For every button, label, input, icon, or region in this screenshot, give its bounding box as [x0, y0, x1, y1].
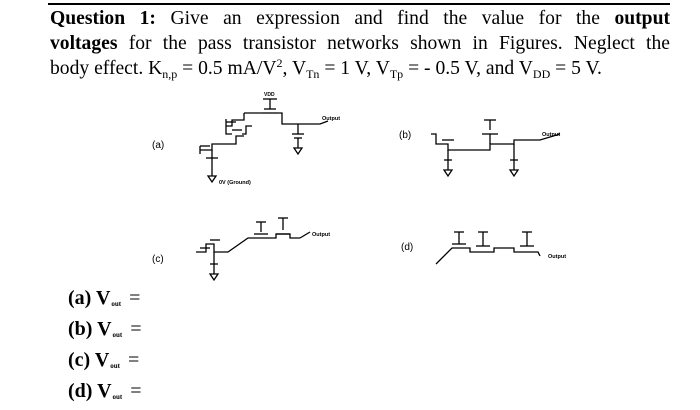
q3-ksub: n,p: [162, 67, 178, 81]
answer-list: [68, 286, 142, 410]
question-bold-voltages: voltages: [50, 33, 118, 54]
fig-b-label: (b): [399, 130, 412, 141]
fig-c-output-label: Output: [312, 232, 331, 238]
answer-c-sub: out: [110, 362, 121, 370]
wire-c1: [196, 238, 262, 252]
pd-b1-ground-icon: [444, 170, 452, 176]
q3-c: , V: [282, 58, 307, 79]
q3-b: = 0.5 mA/V: [177, 58, 277, 79]
question-bold-output: output: [614, 8, 670, 29]
answer-b-label: (b) V: [68, 318, 112, 340]
q3-ddsub: DD: [532, 67, 551, 81]
q3-e: = - 0.5 V, and V: [403, 58, 533, 79]
pd-a-ground-icon: [294, 148, 302, 154]
answer-b: [68, 317, 142, 348]
answer-d-label: (d) V: [68, 380, 112, 402]
fig-b-output-label: Output: [542, 132, 561, 138]
answer-c-label: (c) V: [68, 349, 110, 371]
q3-tnsub: Tn: [306, 67, 320, 81]
answer-a: [68, 286, 142, 317]
q3-sup: 2: [276, 56, 283, 70]
question-label: Question 1:: [50, 8, 156, 29]
answer-d-sub: out: [112, 393, 123, 401]
answer-a-eq: =: [129, 287, 141, 309]
answer-a-sub: out: [111, 300, 122, 308]
q3-tpsub: Tp: [389, 67, 404, 81]
wire-a5: [242, 126, 252, 134]
fig-d-label: (d): [401, 242, 414, 253]
wire-a4: [226, 126, 232, 134]
question-line2-text: for the pass transistor networks shown in Figures. Neglect the: [128, 33, 670, 54]
question-line1-text: Give an expression and find the value for the: [170, 8, 600, 29]
ground-a-icon: [208, 176, 216, 182]
ground-label: 0V (Ground): [219, 180, 251, 186]
fig-a-label: (a): [152, 140, 165, 151]
wire-d1: [436, 248, 540, 264]
figure-b: [399, 120, 560, 176]
answer-d-eq: =: [130, 380, 142, 402]
q3-f: = 5 V.: [550, 58, 602, 79]
vdd-label: VDD: [264, 92, 275, 98]
fig-d-output-label: Output: [548, 254, 567, 260]
q3-d: = 1 V, V: [319, 58, 390, 79]
wire-a2: [278, 113, 298, 124]
answer-c: [68, 348, 142, 379]
fig-c-label: (c): [152, 254, 164, 265]
figure-d: [401, 232, 566, 264]
figure-a: [152, 92, 340, 186]
answer-b-sub: out: [112, 331, 123, 339]
answer-c-eq: =: [128, 349, 140, 371]
fig-a-output-label: Output: [322, 116, 341, 122]
wire-c-out: [300, 232, 310, 238]
wire-a3: [226, 113, 244, 126]
answer-b-eq: =: [130, 318, 142, 340]
answer-a-label: (a) V: [68, 287, 111, 309]
pd-b2-ground-icon: [510, 170, 518, 176]
q3-a: body effect. K: [50, 58, 163, 79]
wire-a6: [200, 136, 244, 150]
answer-d: [68, 379, 142, 410]
pd-c-ground-icon: [210, 274, 218, 280]
figure-c: [152, 218, 330, 280]
